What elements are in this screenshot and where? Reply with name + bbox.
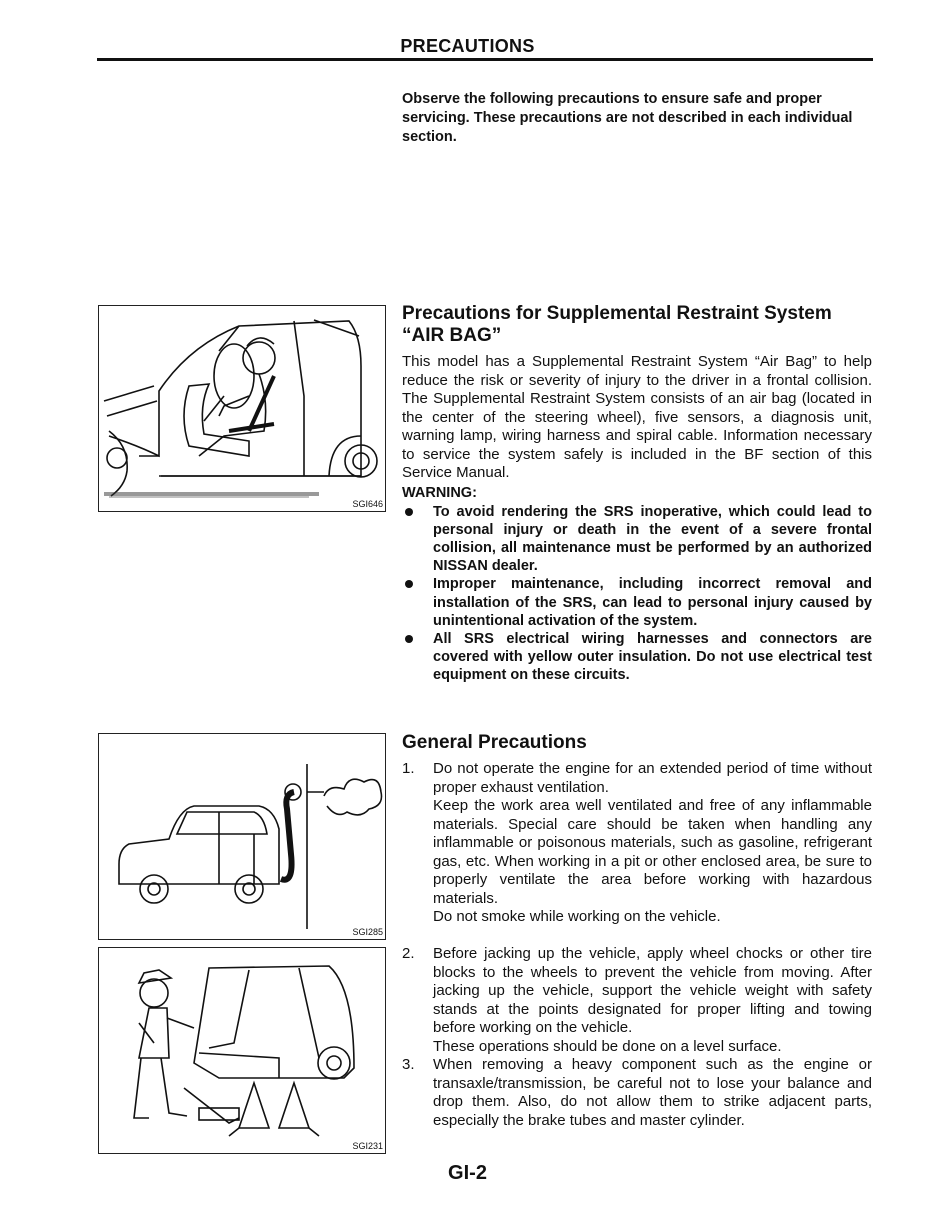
exhaust-figure	[98, 733, 386, 940]
exhaust-illustration	[99, 734, 385, 939]
general-list-continued	[402, 945, 872, 1130]
srs-title-line1: Precautions for Supplemental Restraint System	[402, 303, 832, 324]
figure-label: SGI646	[352, 499, 383, 509]
intro-text: Observe the following precautions to ensure safe and proper servicing. These precautions are not described in each individual section.	[402, 91, 853, 145]
jacking-illustration	[99, 948, 385, 1153]
srs-body: This model has a Supplemental Restraint System “Air Bag” to help reduce the risk or severity of injury to the driver in a frontal collision. The Supplemental Restraint System consists of an air bag (located in the center of the steering wheel), five sensors, a diagnosis unit, warning lamp, wiring harness and spiral cable. Information necessary to service the system safely is included in the BF section of this Service Manual.	[402, 353, 872, 481]
warning-item: Improper maintenance, including incorrect removal and installation of the SRS, can lead to personal injury caused by unintentional activation of the system.	[402, 575, 872, 630]
general-section	[402, 732, 872, 927]
srs-title-line2: “AIR BAG”	[402, 325, 502, 346]
jacking-figure	[98, 947, 386, 1154]
general-item-1: 1. Do not operate the engine for an extended period of time without proper exhaust ventilation. Keep the work area well ventilated and free of any inflammable materials. Special care should be taken when handling any inflammable or poisonous materials, such as gasoline, refrigerant gas, etc. When working in a pit or other enclosed area, be sure to properly ventilate the area before working with hazardous materials. Do not smoke while working on the vehicle.	[402, 760, 872, 925]
page-title: PRECAUTIONS	[400, 36, 535, 56]
page-number: GI-2	[448, 1162, 487, 1184]
item-number: 1.	[402, 760, 415, 777]
general-list	[402, 760, 872, 927]
general-item-2: 2. Before jacking up the vehicle, apply wheel chocks or other tire blocks to the wheels to prevent the vehicle from moving. After jacking up the vehicle, support the vehicle weight with safety stands at the points designated for proper lifting and towing before working on the vehicle. These operations should be done on a level surface.	[402, 945, 872, 1055]
warning-label: WARNING:	[402, 484, 477, 501]
header-rule	[97, 58, 873, 61]
figure-label: SGI285	[352, 927, 383, 937]
warning-item: To avoid rendering the SRS inoperative, which could lead to personal injury or death in the event of a severe frontal collision, all maintenance must be performed by an authorized NISSAN dealer.	[402, 503, 872, 576]
warning-list	[402, 503, 872, 685]
bullet-icon	[405, 580, 413, 588]
airbag-illustration	[99, 306, 385, 511]
item-number: 2.	[402, 945, 415, 962]
srs-section	[402, 303, 872, 685]
general-title: General Precautions	[402, 732, 587, 753]
bullet-icon	[405, 508, 413, 516]
warning-item: All SRS electrical wiring harnesses and connectors are covered with yellow outer insulation. Do not use electrical test equipment on these circuits.	[402, 630, 872, 685]
item-number: 3.	[402, 1056, 415, 1073]
general-section-continued	[402, 945, 872, 1130]
airbag-figure	[98, 305, 386, 512]
bullet-icon	[405, 635, 413, 643]
figure-label: SGI231	[352, 1141, 383, 1151]
general-item-3: 3. When removing a heavy component such as the engine or transaxle/transmission, be careful not to lose your balance and drop them. Also, do not allow them to strike adjacent parts, especially the brake tubes and master cylinder.	[402, 1056, 872, 1129]
